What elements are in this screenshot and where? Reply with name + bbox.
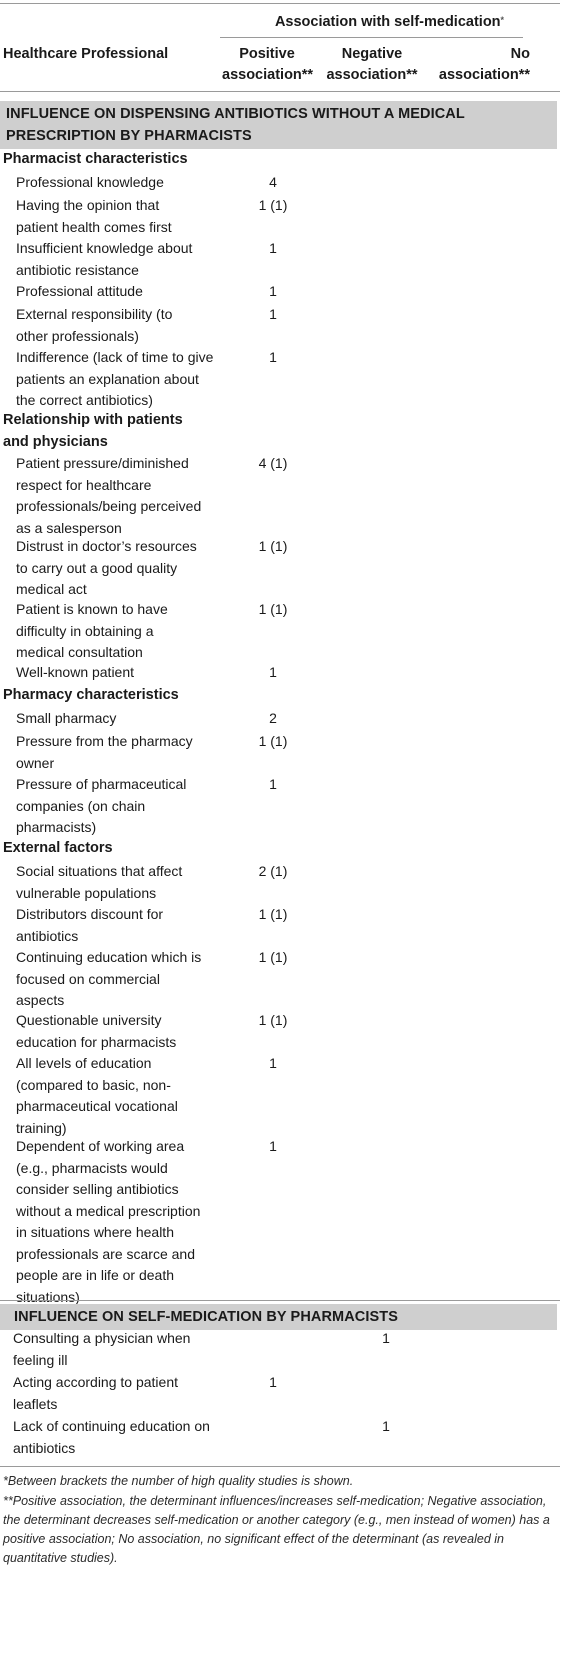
row-label: Patient is known to have difficulty in obtaining a medical consultation [16, 601, 168, 660]
section2-top-rule [0, 1300, 560, 1301]
row-label: Continuing education which is focused on commercial aspects [16, 949, 202, 1008]
row-positive-value: 1 (1) [258, 949, 288, 965]
footnote-association-definitions: **Positive association, the determinant influences/increases self-medication; Negative association, the determinant decreases self-medication or another category (e.g., men instead of women) has a positive association; No association, no significant effect of the determinant (as revealed in quantitative studies). [3, 1494, 550, 1565]
row-positive-value: 1 (1) [258, 601, 288, 617]
row-label: Pressure from the pharmacy owner [16, 733, 193, 771]
row-positive-value: 1 [269, 1374, 277, 1390]
row-no-association-value: 1 [382, 1418, 390, 1434]
row-label: Social situations that affect vulnerable populations [16, 863, 183, 901]
row-positive-value: 1 [269, 283, 277, 299]
category-external-factors: External factors [3, 840, 113, 856]
row-label: Professional attitude [16, 283, 143, 299]
row-label: Having the opinion that patient health comes first [16, 197, 172, 235]
table-bottom-rule [0, 1466, 560, 1467]
row-label: Distributors discount for antibiotics [16, 906, 164, 944]
row-label: Acting according to patient leaflets [13, 1374, 178, 1412]
row-positive-value: 1 (1) [258, 733, 288, 749]
row-label: External responsibility (to other professionals) [16, 306, 173, 344]
header-positive-association: Positive association** [222, 46, 314, 83]
header-group-rule [220, 37, 523, 38]
row-positive-value: 2 (1) [258, 863, 288, 879]
row-positive-value: 1 (1) [258, 197, 288, 213]
header-healthcare-professional: Healthcare Professional [3, 46, 169, 62]
table-top-rule [0, 3, 560, 4]
row-label: Professional knowledge [16, 174, 164, 190]
row-label: Lack of continuing education on antibiotics [13, 1418, 210, 1456]
row-positive-value: 1 [269, 240, 277, 256]
row-positive-value: 1 (1) [258, 1012, 288, 1028]
header-group-label: Association with self-medication* [274, 14, 505, 30]
row-label: Dependent of working area (e.g., pharmacists would consider selling antibiotics without a medical prescription in situations where health professionals are scarce and people are in life or death situations) [16, 1138, 201, 1305]
row-label: Patient pressure/diminished respect for healthcare professionals/being perceived as a salesperson [16, 455, 202, 536]
row-label: All levels of education (compared to basic, non-pharmaceutical vocational training) [16, 1055, 178, 1136]
category-pharmacy-characteristics: Pharmacy characteristics [3, 687, 179, 703]
category-relationship: Relationship with patients and physicians [3, 412, 183, 450]
row-positive-value: 1 [269, 306, 277, 322]
row-no-association-value: 1 [382, 1330, 390, 1346]
row-positive-value: 1 (1) [258, 538, 288, 554]
row-label: Well-known patient [16, 664, 135, 680]
row-label: Insufficient knowledge about antibiotic resistance [16, 240, 193, 278]
row-positive-value: 1 [269, 1055, 277, 1071]
row-label: Consulting a physician when feeling ill [13, 1330, 191, 1368]
row-positive-value: 1 [269, 1138, 277, 1154]
row-positive-value: 1 [269, 776, 277, 792]
row-label: Indifference (lack of time to give patients an explanation about the correct antibiotics) [16, 349, 214, 408]
row-positive-value: 1 [269, 664, 277, 680]
section-dispensing-title: INFLUENCE ON DISPENSING ANTIBIOTICS WITHOUT A MEDICAL PRESCRIPTION BY PHARMACISTS [0, 101, 557, 149]
header-bottom-rule [0, 91, 560, 92]
row-positive-value: 2 [269, 710, 277, 726]
row-label: Distrust in doctor’s resources to carry out a good quality medical act [16, 538, 197, 597]
row-positive-value: 4 [269, 174, 277, 190]
row-label: Questionable university education for pharmacists [16, 1012, 177, 1050]
row-label: Pressure of pharmaceutical companies (on chain pharmacists) [16, 776, 187, 835]
section-self-medication-title: INFLUENCE ON SELF-MEDICATION BY PHARMACISTS [0, 1304, 557, 1330]
footnote-brackets: *Between brackets the number of high quality studies is shown. [3, 1474, 354, 1488]
row-positive-value: 1 (1) [258, 906, 288, 922]
row-positive-value: 1 [269, 349, 277, 365]
row-label: Small pharmacy [16, 710, 117, 726]
row-positive-value: 4 (1) [258, 455, 288, 471]
category-pharmacist-characteristics: Pharmacist characteristics [3, 151, 188, 167]
header-negative-association: Negative association** [326, 46, 418, 83]
header-no-association: No association** [438, 46, 530, 83]
